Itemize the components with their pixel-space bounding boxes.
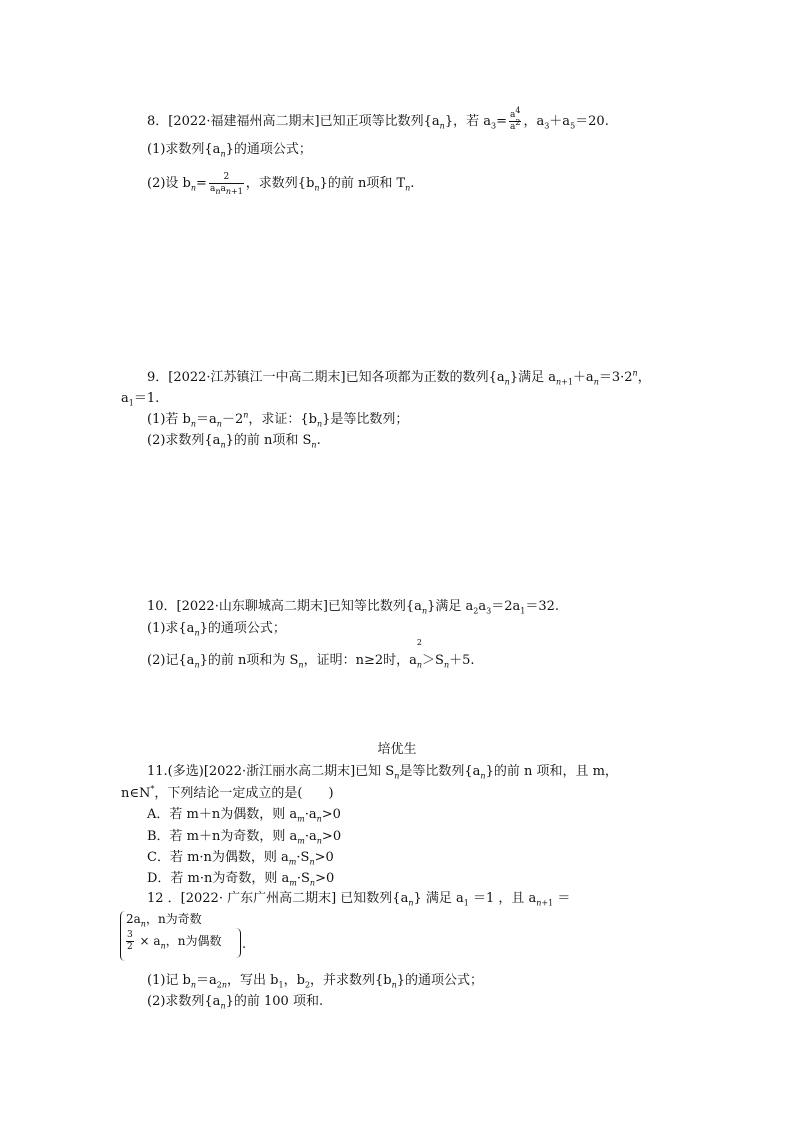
q8-frac-num: a <box>509 110 516 120</box>
q9-text: }满足 a <box>509 370 556 385</box>
q10-text: ＝32. <box>525 599 560 614</box>
q8-part2-text: . <box>410 176 415 191</box>
q12-part1-text: ，b <box>283 973 305 988</box>
q12-case-odd: $2a_n$，n为奇数 <box>126 912 202 929</box>
q8-part1-text: }的通项公式； <box>225 142 312 157</box>
q12-part2-text: }的前 100 项和. <box>225 994 324 1009</box>
q10-text: a <box>478 599 487 614</box>
q9-text: a <box>121 391 129 406</box>
q9-part1-text: －2 <box>221 412 244 427</box>
q10-text: }满足 a <box>427 599 474 614</box>
q11-stem: 11.(多选)[2022·浙江丽水高二期末]已知 $S_n$是等比数列$\{a_n\}$的前 n 项和，且 m， <box>147 764 618 781</box>
q8-part2-text: }的前 n项和 T <box>319 176 406 191</box>
q12-text: 12 ．[2022· 广东广州高二期末] 已知数列{a <box>147 891 409 906</box>
q11-option-text: ·a <box>304 807 317 822</box>
q11-text: }的前 n 项和，且 m， <box>485 764 618 779</box>
q8-fraction: $\frac{a^4}{a^2}$ <box>509 106 521 132</box>
q8-text: ＋a <box>549 114 571 129</box>
q10-part2-text: ＞S <box>422 653 444 668</box>
q12-part1-text: ＝a <box>196 973 217 988</box>
q12-case-text: 2a <box>126 912 141 926</box>
q11-option-text: A．若 m＋n为偶数，则 a <box>147 807 298 822</box>
q12-case-even: $\frac{3}{2}$ × $a_n$，n为偶数 <box>127 930 222 952</box>
q11-option-text: >0 <box>321 829 342 844</box>
q9-text: ＝1. <box>133 391 160 406</box>
q8-text: = <box>496 114 507 129</box>
q11-text: 是等比数列{a <box>399 764 481 779</box>
q10-part2-text: ，证明：n≥2时，a <box>303 653 417 668</box>
q11-option-text: B．若 m＋n为奇数，则 a <box>147 829 298 844</box>
q10-part2: (2)记$\{a_n\}$的前 n项和为 $S_n$，证明：n≥2时，a 2 $_n>S_n+5$. <box>147 638 475 670</box>
q12-part1-text: ，写出 b <box>227 973 279 988</box>
q12-case-text: ，n为奇数 <box>145 912 202 926</box>
section-title: 培优生 <box>377 742 417 757</box>
q11-option-text: D．若 m·n为奇数，则 a <box>147 871 290 886</box>
q9-text: 9．[2022·江苏镇江一中高二期末]已知各项都为正数的数列{a <box>147 370 505 385</box>
q11-text: n∈N <box>121 786 151 801</box>
q8-part2: (2)设 $b_n=$ $\frac{2}{a_na_{n+1}}$ ，求数列$\{b_n\}$的前 n项和 $T_n$. <box>147 172 415 196</box>
q9-part1: (1)若 $b_n=a_n-2^n$，求证：$\{b_n\}$是等比数列； <box>147 410 409 429</box>
q8-part2-text: (2)设 b <box>147 176 191 191</box>
q8-text: ＝20. <box>575 114 609 129</box>
q8-stem: 8．[2022·福建福州高二期末]已知正项等比数列$\{a_n\}$，若 $a_3=$ $\frac{a^4}{a^2}$ ，$a_3+a_5=20$. <box>147 106 609 132</box>
q12-stem: 12 ．[2022· 广东广州高二期末] 已知数列$\{a_n\}$ 满足 $a_1 =1$ ，且 $a_{n+1}$ ＝ <box>147 891 571 908</box>
q9-part1-text: ，求证：{b <box>248 412 317 427</box>
q12-part2-text: (2)求数列{a <box>147 994 221 1009</box>
q8-part1: (1)求数列$\{a_n\}$的通项公式； <box>147 142 312 159</box>
q11-option-text: >0 <box>314 850 334 865</box>
q10-text: 10．[2022·山东聊城高二期末]已知等比数列{a <box>147 599 422 614</box>
q11-option-c: C．若 m·n为偶数，则 $a_m\cdot S_n>0$ <box>147 850 334 867</box>
q12-part1-text: (1)记 b <box>147 973 191 988</box>
q10-part2-text: ＋5. <box>449 653 475 668</box>
q9-part1-text: ＝a <box>196 412 217 427</box>
q11-option-text: ·a <box>304 829 317 844</box>
q11-option-text: ·S <box>296 850 310 865</box>
q10-stem: 10．[2022·山东聊城高二期末]已知等比数列$\{a_n\}$满足 $a_2a_3=2a_1=32$. <box>147 599 560 616</box>
q12-stem-end: . <box>242 937 247 952</box>
q12-text: ＝1 ，且 a <box>468 891 537 906</box>
q10-part2-text: (2)记{a <box>147 653 195 668</box>
q8-part2-den: a <box>209 184 216 194</box>
q8-text: ，a <box>523 114 545 129</box>
q8-part2-fraction: $\frac{2}{a_na_{n+1}}$ <box>209 172 243 196</box>
q9-text: ＝3·2 <box>598 370 633 385</box>
q11-option-text: >0 <box>321 807 341 822</box>
q12-text: } 满足 a <box>413 891 464 906</box>
q9-part2: (2)求数列$\{a_n\}$的前 n项和 $S_n$. <box>147 433 321 450</box>
q9-text: ＋a <box>572 370 594 385</box>
q10-part2-text: }的前 n项和为 S <box>199 653 299 668</box>
q8-frac-den: a <box>509 122 516 132</box>
q11-option-text: C．若 m·n为偶数，则 a <box>147 850 289 865</box>
q12-part1-text: }的通项公式； <box>396 973 484 988</box>
q10-part1-text: (1)求{a <box>147 621 195 636</box>
q10-part1-text: }的通项公式； <box>199 621 286 636</box>
q12-text: ＝ <box>553 891 571 906</box>
q9-part1-text: }是等比数列； <box>322 412 409 427</box>
q8-part2-text: = <box>196 176 207 191</box>
q8-part2-text: ，求数列{b <box>245 176 315 191</box>
q12-part1-text: ，并求数列{b <box>310 973 392 988</box>
q11-option-b: B．若 m＋n为奇数，则 $a_m\cdot a_n>0$ <box>147 829 342 846</box>
q9-stem: 9．[2022·江苏镇江一中高二期末]已知各项都为正数的数列$\{a_n\}$满足 $a_{n+1}+a_n=3\cdot 2^n$， <box>147 368 651 387</box>
q8-text: 8．[2022·福建福州高二期末]已知正项等比数列{a <box>147 114 440 129</box>
q10-text: ＝2a <box>491 599 521 614</box>
q9-part2-text: . <box>316 433 321 448</box>
q11-text: ，下列结论一定成立的是( ) <box>154 786 334 801</box>
q9-stem-line2: $a_1=1$. <box>121 391 160 408</box>
q11-text: 11.(多选)[2022·浙江丽水高二期末]已知 S <box>147 764 395 779</box>
q9-part1-text: (1)若 b <box>147 412 191 427</box>
q11-option-text: >0 <box>315 871 335 886</box>
q8-text: }，若 a <box>444 114 491 129</box>
q12-case-text: ，n为偶数 <box>165 934 222 948</box>
q12-part1: (1)记 $b_n=a_{2n}$，写出 $b_1$，$b_2$，并求数列$\{b_n\}$的通项公式； <box>147 973 484 990</box>
q10-part1: (1)求$\{a_n\}$的通项公式； <box>147 621 286 638</box>
q8-part1-text: (1)求数列{a <box>147 142 221 157</box>
q9-text: ， <box>637 370 651 385</box>
q12-part2: (2)求数列$\{a_n\}$的前 100 项和. <box>147 994 324 1011</box>
q9-part2-text: }的前 n项和 S <box>225 433 312 448</box>
q12-case-fraction: $\frac{3}{2}$ <box>127 930 133 952</box>
q9-part2-text: (2)求数列{a <box>147 433 221 448</box>
q11-option-d: D．若 m·n为奇数，则 $a_m\cdot S_n>0$ <box>147 871 335 888</box>
q11-option-text: ·S <box>296 871 310 886</box>
q11-option-a: A．若 m＋n为偶数，则 $a_m\cdot a_n>0$ <box>147 807 341 824</box>
q11-stem-line2: n∈N*，下列结论一定成立的是( ) <box>121 784 334 801</box>
q12-right-brace <box>236 928 241 958</box>
q12-case-text: × a <box>135 934 161 948</box>
